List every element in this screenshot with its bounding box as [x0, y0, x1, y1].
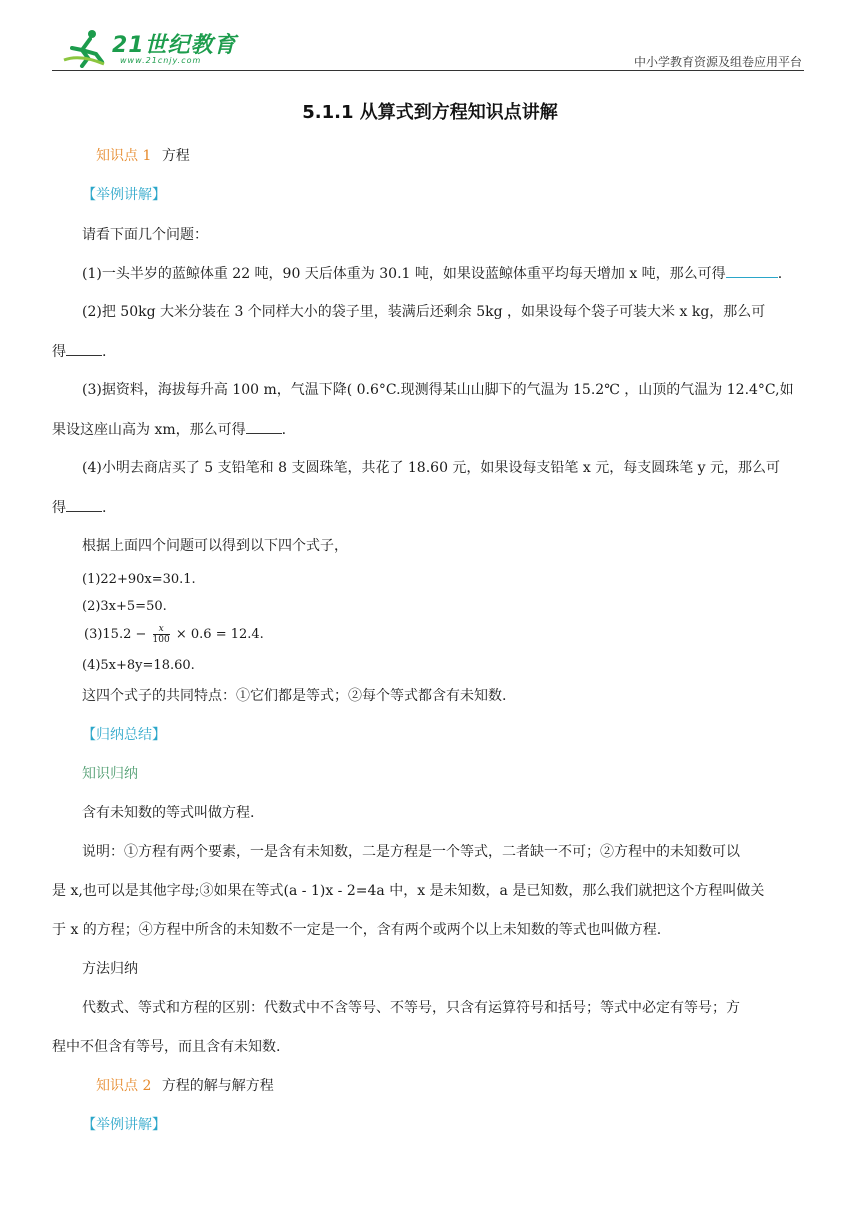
equation-definition: 含有未知数的等式叫做方程.: [82, 805, 255, 821]
q2-post: .: [102, 344, 107, 360]
question-2-line-1: (2)把 50kg 大米分装在 3 个同样大小的袋子里，装满后还剩余 5kg ，如果设每个袋子可装大米 x kg，那么可: [82, 304, 766, 320]
question-2-line-2: [52, 341, 808, 362]
eq3-numerator: x: [153, 624, 170, 635]
q3-pre: 果设这座山高为 xm，那么可得: [52, 422, 246, 438]
derive-text: 根据上面四个问题可以得到以下四个式子，: [82, 538, 348, 554]
header-divider: [52, 70, 804, 71]
question-1: [82, 263, 838, 284]
logo-url: www.21cnjy.com: [120, 56, 202, 65]
kp2-name: 方程的解与解方程: [161, 1078, 274, 1094]
q2-answer-blank: [66, 341, 102, 356]
kp2-label: 知识点 2: [96, 1078, 152, 1094]
eq3-denominator: 100: [152, 635, 170, 645]
q3-answer-blank: [246, 419, 282, 434]
note-line-1: 说明：①方程有两个要素，一是含有未知数，二是方程是一个等式，二者缺一不可；②方程中的未知数可以: [82, 844, 740, 860]
summary-tag: 【归纳总结】: [82, 727, 166, 743]
method-line-2: 程中不但含有等号，而且含有未知数.: [52, 1039, 281, 1055]
q3-post: .: [281, 422, 287, 438]
q4-post: .: [102, 500, 107, 516]
example-tag-2: 【举例讲解】: [82, 1117, 166, 1133]
example-tag: 【举例讲解】: [82, 187, 166, 203]
knowledge-point-1: [96, 146, 852, 166]
q1-text: (1)一头半岁的蓝鲸体重 22 吨，90 天后体重为 30.1 吨，如果设蓝鲸体重平均每天增加 x 吨，那么可得: [82, 266, 726, 282]
equation-3: [84, 624, 840, 645]
site-logo: [62, 28, 262, 70]
eq3-fraction: [153, 624, 170, 645]
method-line-1: 代数式、等式和方程的区别：代数式中不含等号、不等号，只含有运算符号和括号；等式中必定有等号；方: [82, 1000, 740, 1016]
page-header: [52, 22, 804, 72]
knowledge-point-2: [96, 1076, 852, 1096]
question-3-line-2: [52, 419, 808, 440]
note-line-2: 是 x,也可以是其他字母;③如果在等式(a - 1)x - 2=4a 中，x 是未知数，a 是已知数，那么我们就把这个方程叫做关: [52, 883, 765, 899]
q4-pre: 得: [52, 500, 66, 516]
q1-tail: .: [777, 266, 783, 282]
running-figure-icon: [62, 28, 106, 68]
equation-4: (4)5x+8y=18.60.: [82, 658, 195, 673]
logo-text: 21世纪教育: [112, 33, 237, 58]
q1-answer-blank: [726, 263, 778, 278]
equation-2: (2)3x+5=50.: [82, 599, 167, 614]
eq3-post: × 0.6 = 12.4.: [175, 627, 264, 642]
question-3-line-1: (3)据资料，海拔每升高 100 m，气温下降( 0.6°C.现测得某山山脚下的气温为 15.2℃ ，山顶的气温为 12.4°C,如: [82, 382, 794, 398]
eq3-pre: (3)15.2 −: [84, 627, 147, 642]
common-features: 这四个式子的共同特点：①它们都是等式；②每个等式都含有未知数.: [82, 688, 507, 704]
question-4-line-2: [52, 497, 808, 518]
note-line-3: 于 x 的方程；④方程中所含的未知数不一定是一个，含有两个或两个以上未知数的等式也叫做方程.: [52, 922, 662, 938]
knowledge-summary-tag: 知识归纳: [82, 766, 138, 782]
question-4-line-1: (4)小明去商店买了 5 支铅笔和 8 支圆珠笔，共花了 18.60 元，如果设每支铅笔 x 元，每支圆珠笔 y 元，那么可: [82, 460, 781, 476]
q2-pre: 得: [52, 344, 66, 360]
page-title: 5.1.1 从算式到方程知识点讲解: [302, 102, 558, 123]
kp1-label: 知识点 1: [96, 148, 152, 164]
intro-text: 请看下面几个问题：: [82, 227, 208, 243]
equation-1: (1)22+90x=30.1.: [82, 572, 196, 587]
kp1-name: 方程: [161, 148, 190, 164]
q4-answer-blank: [66, 497, 102, 512]
platform-name: 中小学教育资源及组卷应用平台: [633, 55, 802, 69]
method-summary-tag: 方法归纳: [82, 961, 138, 977]
